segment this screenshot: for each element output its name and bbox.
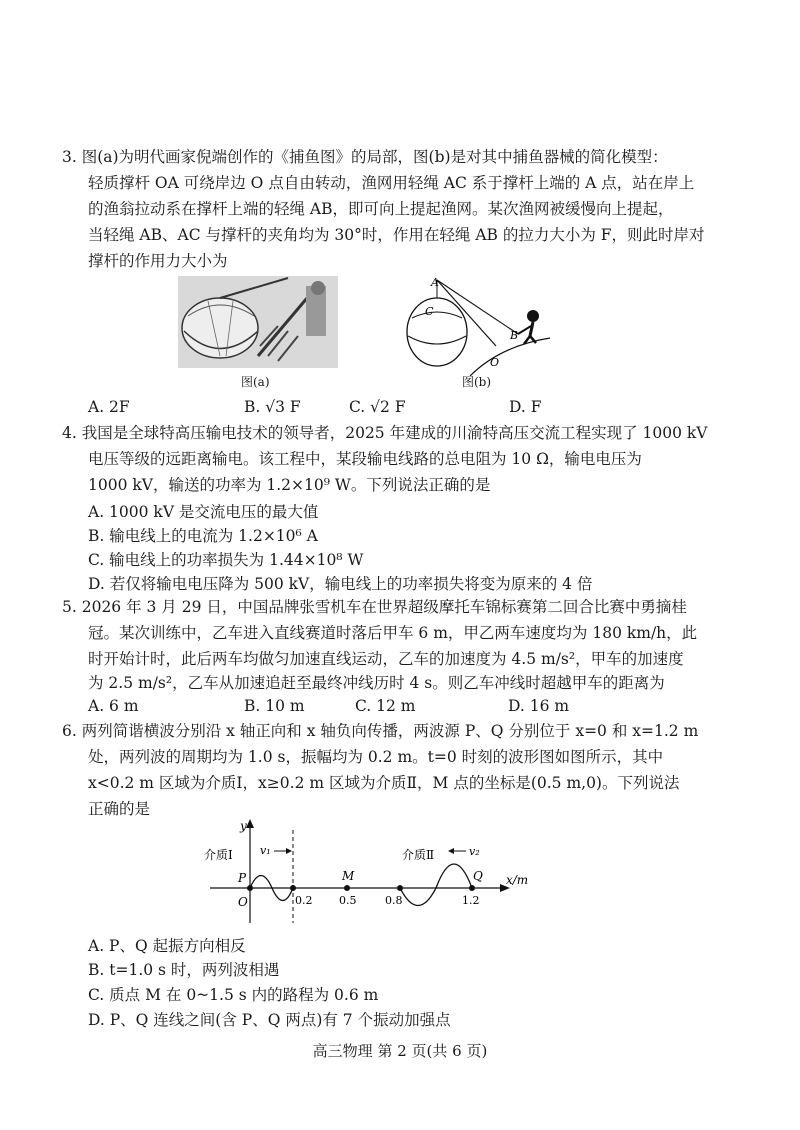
q4-line-3: 1000 kV，输送的功率为 1.2×10⁹ W。下列说法正确的是 (88, 476, 491, 494)
q6-line-4: 正确的是 (88, 800, 151, 818)
q6-line-3: x<0.2 m 区域为介质Ⅰ，x≥0.2 m 区域为介质Ⅱ，M 点的坐标是(0.5 m,0)。下列说法 (88, 774, 680, 792)
m-label: M (342, 869, 355, 883)
v1-arrowhead (286, 848, 292, 854)
q4-line-2: 电压等级的远距离输电。该工程中，某段输电线路的总电阻为 10 Ω，输电电压为 (88, 450, 642, 468)
fishing-painting-figure-a (178, 276, 338, 368)
x-axis-label: x/m (506, 873, 529, 887)
q3-line-3: 的渔翁拉动系在撑杆上端的轻绳 AB，即可向上提起渔网。某次渔网被缓慢向上提起， (88, 200, 674, 218)
v1-label: v₁ (260, 844, 271, 857)
point-a-label: A (431, 276, 439, 289)
q4-option-d: D. 若仅将输电电压降为 500 kV，输电线上的功率损失将变为原来的 4 倍 (88, 575, 593, 593)
q6-option-d: D. P、Q 连线之间(含 P、Q 两点)有 7 个振动加强点 (88, 1011, 451, 1029)
tick-1-2: 1.2 (462, 894, 480, 907)
q5-option-a: A. 6 m (88, 697, 139, 715)
q3-option-d: D. F (509, 398, 542, 416)
figure-b-caption: 图(b) (462, 375, 492, 389)
point-m (344, 885, 350, 891)
q3-line-4: 当轻绳 AB、AC 与撑杆的夹角均为 30°时，作用在轻绳 AB 的拉力大小为 F，则此时岸对 (88, 226, 705, 244)
medium-1-label: 介质Ⅰ (204, 848, 233, 862)
page-footer: 高三物理 第 2 页(共 6 页) (312, 1042, 488, 1060)
q5-option-b: B. 10 m (244, 697, 305, 715)
point-c-label: C (425, 305, 434, 318)
q-label: Q (473, 869, 483, 883)
tick-0-5: 0.5 (339, 894, 357, 907)
q6-line-1: 6. 两列简谐横波分别沿 x 轴正向和 x 轴负向传播，两波源 P、Q 分别位于 x=0 和 x=1.2 m (62, 722, 699, 740)
source-p-point (247, 885, 253, 891)
q3-option-b: B. √3 F (244, 398, 301, 416)
v2-label: v₂ (469, 845, 480, 858)
point-o-label: O (490, 356, 500, 369)
figure-a-caption: 图(a) (241, 375, 270, 389)
fishing-model-figure-b (400, 276, 560, 376)
q4-option-b: B. 输电线上的电流为 1.2×10⁶ A (88, 527, 318, 545)
q4-option-a: A. 1000 kV 是交流电压的最大值 (88, 503, 319, 521)
q3-option-c: C. √2 F (349, 398, 406, 416)
tick-0-2: 0.2 (295, 894, 313, 907)
point-b-label: B (510, 329, 519, 342)
q4-option-c: C. 输电线上的功率损失为 1.44×10⁸ W (88, 551, 364, 569)
q3-option-a: A. 2F (88, 398, 130, 416)
q5-line-3: 时开始计时，此后两车均做匀加速直线运动，乙车的加速度为 4.5 m/s²，甲车的加速度 (88, 650, 684, 668)
y-axis-arrow (246, 819, 254, 828)
wave-2-front-point (397, 885, 403, 891)
wave-graph (200, 818, 540, 930)
q6-option-b: B. t=1.0 s 时，两列波相遇 (88, 961, 280, 979)
q6-option-a: A. P、Q 起振方向相反 (88, 937, 246, 955)
source-q-point (469, 885, 475, 891)
v2-arrowhead (448, 848, 454, 854)
q5-option-c: C. 12 m (355, 697, 416, 715)
medium-2-label: 介质Ⅱ (402, 848, 435, 862)
p-label: P (238, 871, 247, 885)
q3-line-5: 撑杆的作用力大小为 (88, 252, 228, 270)
origin-label: O (238, 895, 248, 909)
q5-line-2: 冠。某次训练中，乙车进入直线赛道时落后甲车 6 m，甲乙两车速度均为 180 km/h，此 (88, 624, 698, 642)
q3-line-1: 3. 图(a)为明代画家倪端创作的《捕鱼图》的局部，图(b)是对其中捕鱼器械的简化模型： (62, 148, 668, 166)
q4-line-1: 4. 我国是全球特高压输电技术的领导者，2025 年建成的川渝特高压交流工程实现了 1000 kV (62, 424, 708, 442)
q5-line-4: 为 2.5 m/s²，乙车从加速追赶至最终冲线历时 4 s。则乙车冲线时超越甲车的距离为 (88, 674, 665, 692)
tick-0-8: 0.8 (385, 894, 403, 907)
q6-line-2: 处，两列波的周期均为 1.0 s，振幅均为 0.2 m。t=0 时刻的波形图如图所示，其中 (88, 748, 664, 766)
q5-line-1: 5. 2026 年 3 月 29 日，中国品牌张雪机车在世界超级摩托车锦标赛第二回合比赛中勇摘桂 (62, 598, 687, 616)
boundary-point (290, 885, 296, 891)
q5-option-d: D. 16 m (508, 697, 570, 715)
q3-line-2: 轻质撑杆 OA 可绕岸边 O 点自由转动，渔网用轻绳 AC 系于撑杆上端的 A 点，站在岸上 (88, 174, 695, 192)
q6-option-c: C. 质点 M 在 0~1.5 s 内的路程为 0.6 m (88, 986, 379, 1004)
y-axis-label: y (240, 819, 247, 833)
